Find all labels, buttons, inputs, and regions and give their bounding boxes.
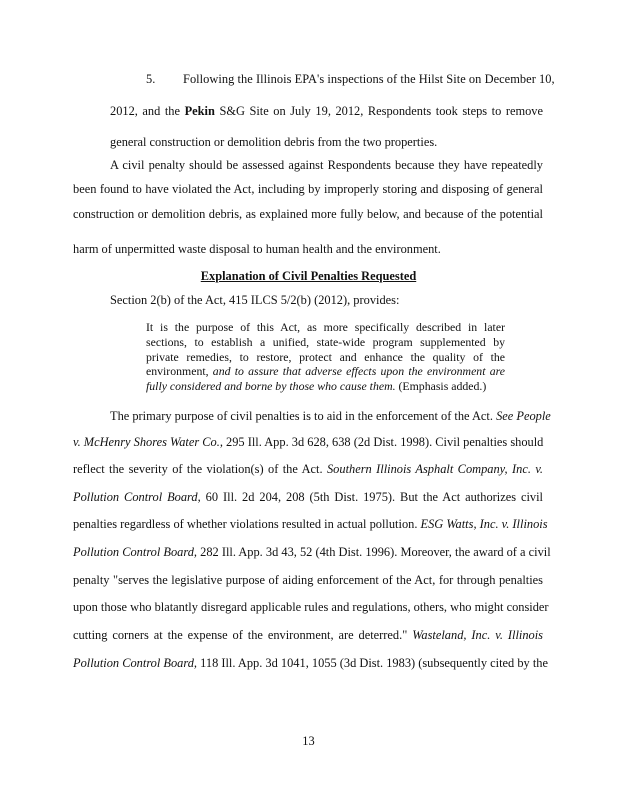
penalty-line-1: A civil penalty should be assessed against Respondents because they have repeatedly [110,158,543,172]
section-heading: Explanation of Civil Penalties Requested [200,269,417,283]
para5-line-3: general construction or demolition debris from the two properties. [110,135,438,149]
para5-line-1-text: Following the Illinois EPA's inspections of the Hilst Site on December 10, [183,72,555,86]
para5-line-1 [183,72,555,86]
purpose-line-3: reflect the severity of the violation(s) of the Act. Southern Illinois Asphalt Company, Inc. v. [73,462,543,476]
purpose-line-2: v. McHenry Shores Water Co., 295 Ill. App. 3d 628, 638 (2d Dist. 1998). Civil penalties should [73,435,544,449]
blockquote-line-5: fully considered and borne by those who cause them. (Emphasis added.) [146,379,487,393]
section-intro: Section 2(b) of the Act, 415 ILCS 5/2(b) (2012), provides: [110,293,400,307]
purpose-line-5: penalties regardless of whether violations resulted in actual pollution. ESG Watts, Inc. v. Illinois [73,517,548,531]
para5-number: 5. [146,72,156,86]
purpose-line-6: Pollution Control Board, 282 Ill. App. 3d 43, 52 (4th Dist. 1996). Moreover, the award of a civil [73,545,551,559]
purpose-line-8: upon those who blatantly disregard applicable rules and regulations, others, who might consider [73,600,549,614]
purpose-line-7: penalty "serves the legislative purpose of aiding enforcement of the Act, for through penalties [73,573,543,587]
blockquote-line-4: environment, and to assure that adverse effects upon the environment are [146,364,505,378]
blockquote-line-1: It is the purpose of this Act, as more specifically described in later [146,320,505,334]
blockquote-line-2: sections, to establish a unified, state-wide program supplemented by [146,335,505,349]
purpose-line-9: cutting corners at the expense of the environment, are deterred." Wasteland, Inc. v. Illinois [73,628,543,642]
blockquote-line-3: private remedies, to restore, protect and enhance the quality of the [146,350,505,364]
purpose-line-10: Pollution Control Board, 118 Ill. App. 3d 1041, 1055 (3d Dist. 1983) (subsequently cited by the [73,656,548,670]
purpose-line-1: The primary purpose of civil penalties is to aid in the enforcement of the Act. See People [110,409,551,423]
para5-line-2: 2012, and the Pekin S&G Site on July 19, 2012, Respondents took steps to remove [110,104,544,118]
penalty-line-3: construction or demolition debris, as explained more fully below, and because of the potential [73,207,543,221]
penalty-line-4: harm of unpermitted waste disposal to human health and the environment. [73,242,441,256]
page-number: 13 [302,734,315,748]
purpose-line-4: Pollution Control Board, 60 Ill. 2d 204, 208 (5th Dist. 1975). But the Act authorizes civil [73,490,543,504]
penalty-line-2: been found to have violated the Act, including by improperly storing and disposing of general [73,182,543,196]
